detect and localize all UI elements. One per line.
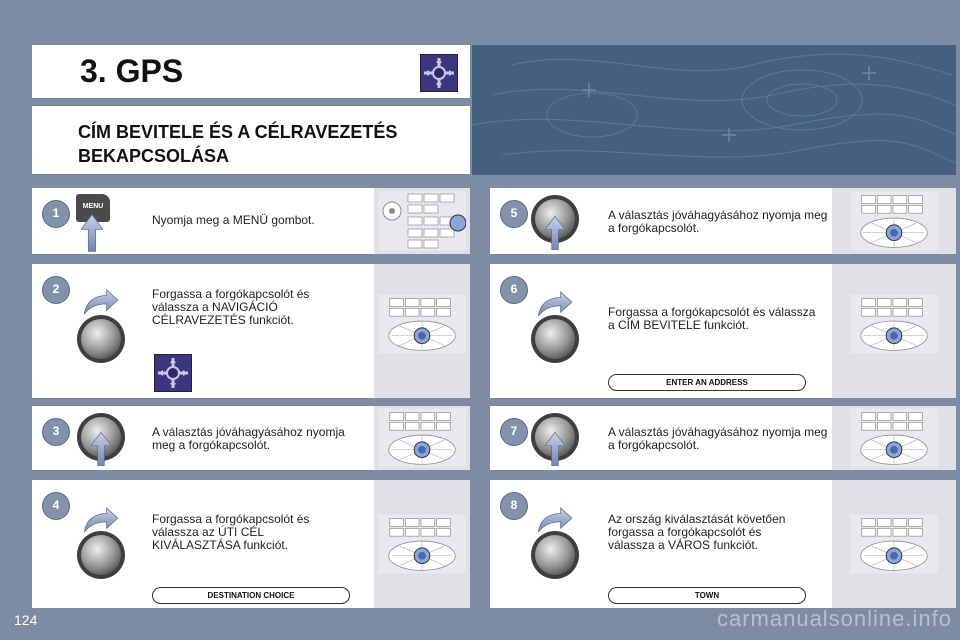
step-4 xyxy=(32,480,470,608)
step-number-badge: 7 xyxy=(500,418,528,446)
step-6 xyxy=(490,264,956,398)
step-number-badge: 5 xyxy=(500,200,528,228)
rotary-knob-icon xyxy=(76,314,126,364)
control-panel-icon xyxy=(850,294,938,354)
control-panel-icon xyxy=(850,514,938,574)
control-panel-area xyxy=(832,406,956,470)
step-number-badge: 4 xyxy=(42,492,70,520)
step-instruction: Az ország kiválasztását követően forgassa a forgókapcsolót és válassza a VÁROS funkciót. xyxy=(608,512,786,552)
gps-crosshair-icon xyxy=(154,354,192,392)
contour-map-graphic xyxy=(472,45,956,175)
step-number-badge: 8 xyxy=(500,492,528,520)
section-subtitle-box xyxy=(32,106,470,174)
step-1 xyxy=(32,188,470,254)
control-panel-icon xyxy=(378,294,466,354)
step-instruction: A választás jóváhagyásához nyomja meg a forgókapcsolót. xyxy=(608,425,828,452)
step-instruction: Forgassa a forgókapcsolót és válassza a CÍM BEVITELE funkciót. xyxy=(608,305,816,332)
rotate-arrow-icon xyxy=(82,288,120,316)
step-instruction: A választás jóváhagyásához nyomja meg a forgókapcsolót. xyxy=(608,208,828,235)
step-7 xyxy=(490,406,956,470)
step-8 xyxy=(490,480,956,608)
rotary-knob-icon xyxy=(530,314,580,364)
radio-control-panel-icon xyxy=(378,191,466,251)
step-number-badge: 6 xyxy=(500,276,528,304)
page-number: 124 xyxy=(14,612,38,628)
town-menu-item: TOWN xyxy=(608,587,806,604)
section-header xyxy=(32,45,470,98)
destination-choice-menu-item: DESTINATION CHOICE xyxy=(152,587,350,604)
control-panel-area xyxy=(832,480,956,608)
step-instruction: Nyomja meg a MENÜ gombot. xyxy=(152,213,315,227)
watermark: carmanualsonline.info xyxy=(716,606,952,631)
control-panel-area xyxy=(374,188,470,254)
menu-button-icon: MENU xyxy=(76,194,110,222)
press-arrow-icon xyxy=(545,214,565,252)
section-subtitle: CÍM BEVITELE ÉS A CÉLRAVEZETÉS BEKAPCSOLÁSA xyxy=(78,122,398,166)
control-panel-area xyxy=(374,480,470,608)
control-panel-area xyxy=(832,188,956,254)
control-panel-icon xyxy=(850,191,938,251)
control-panel-area xyxy=(374,406,470,470)
control-panel-icon xyxy=(850,408,938,468)
rotary-knob-icon xyxy=(530,530,580,580)
enter-an-address-menu-item: ENTER AN ADDRESS xyxy=(608,374,806,391)
control-panel-area xyxy=(374,264,470,398)
press-arrow-icon xyxy=(545,430,565,468)
step-instruction: A választás jóváhagyásához nyomja meg a forgókapcsolót. xyxy=(152,425,345,452)
step-number-badge: 3 xyxy=(42,418,70,446)
section-title: 3. GPS xyxy=(80,53,184,89)
step-number-badge: 2 xyxy=(42,276,70,304)
control-panel-area xyxy=(832,264,956,398)
press-arrow-icon xyxy=(81,214,103,252)
press-arrow-icon xyxy=(91,430,111,468)
map-background xyxy=(472,45,956,175)
step-number-badge: 1 xyxy=(42,200,70,228)
step-5 xyxy=(490,188,956,254)
step-2 xyxy=(32,264,470,398)
gps-crosshair-icon xyxy=(420,54,458,92)
control-panel-icon xyxy=(378,408,466,468)
control-panel-icon xyxy=(378,514,466,574)
step-3 xyxy=(32,406,470,470)
step-instruction: Forgassa a forgókapcsolót és válassza a NAVIGÁCIÓ CÉLRAVEZETÉS funkciót. xyxy=(152,287,310,327)
rotary-knob-icon xyxy=(76,530,126,580)
step-instruction: Forgassa a forgókapcsolót és válassza az ÚTI CÉL KIVÁLASZTÁSA funkciót. xyxy=(152,512,310,552)
